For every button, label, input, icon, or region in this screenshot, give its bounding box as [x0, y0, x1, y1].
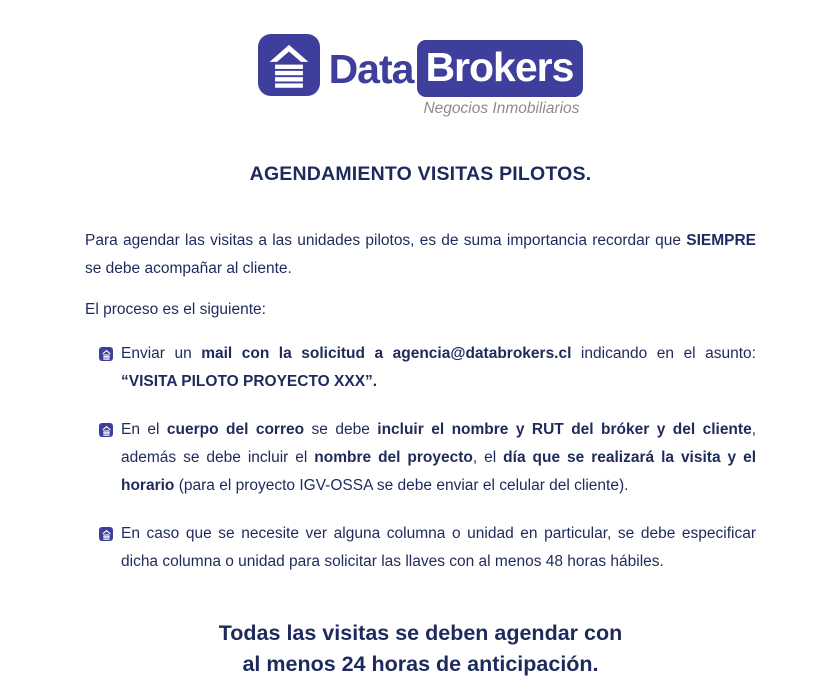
- house-stripes-bullet-icon: [99, 527, 113, 541]
- bullet-text: En el cuerpo del correo se debe incluir el nombre y RUT del bróker y del cliente, además se debe incluir el nombre del proyecto, el día que se realizará la visita y el horario (para el proyecto IGV-OSSA se debe enviar el celular del cliente).: [121, 421, 757, 494]
- footer-note-line1: Todas las visitas se deben agendar con: [218, 621, 623, 645]
- house-stripes-bullet-icon: [99, 423, 113, 437]
- bullet-text: Enviar un mail con la solicitud a agencia@databrokers.cl indicando en el asunto: “VISITA PILOTO PROYECTO XXX”.: [121, 345, 756, 390]
- bullet-text: En caso que se necesite ver alguna columna o unidad en particular, se debe especificar dicha columna o unidad para solicitar las llaves con al menos 48 horas hábiles.: [121, 525, 756, 570]
- databrokers-logo: [85, 34, 756, 118]
- intro-paragraph: Para agendar las visitas a las unidades pilotos, es de suma importancia recordar que SIEMPRE se debe acompañar al cliente.: [85, 232, 756, 277]
- footer-note: [85, 618, 756, 680]
- list-item: [99, 416, 756, 500]
- logo-text-block: [329, 34, 584, 118]
- process-label: El proceso es el siguiente:: [85, 301, 266, 318]
- house-stripes-icon: [258, 34, 320, 96]
- bullet-list: [85, 340, 756, 576]
- logo-brokers-badge: Brokers: [417, 40, 583, 97]
- footer-note-line2: al menos 24 horas de anticipación.: [242, 652, 599, 676]
- list-item: [99, 520, 756, 576]
- logo-data-text: Data: [328, 46, 414, 92]
- house-stripes-bullet-icon: [99, 347, 113, 361]
- page-title: AGENDAMIENTO VISITAS PILOTOS.: [249, 163, 592, 185]
- logo-wordmark: [329, 34, 584, 97]
- logo-tagline: Negocios Inmobiliarios: [423, 100, 580, 117]
- list-item: [99, 340, 756, 396]
